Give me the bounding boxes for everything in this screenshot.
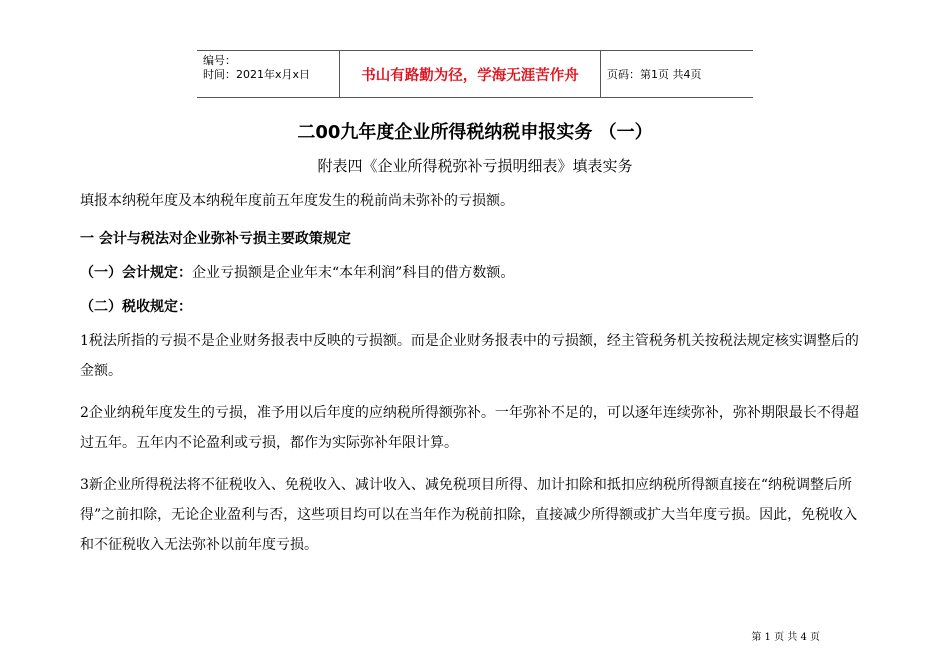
- header-page-code: 页码：第1页 共4页: [607, 68, 702, 81]
- accounting-label: （一）会计规定：: [80, 265, 192, 281]
- page-footer: 第 1 页 共 4 页: [751, 632, 820, 643]
- accounting-rule: [80, 258, 870, 288]
- accounting-text: 企业亏损额是企业年末“本年利润”科目的借方数额。: [192, 265, 515, 281]
- document-subtitle: 附表四《企业所得税弥补亏损明细表》填表实务: [317, 157, 633, 175]
- header-meta: [197, 51, 339, 97]
- time-label: 时间：2021年x月x日: [203, 68, 311, 81]
- tax-heading: （二）税收规定：: [80, 299, 192, 315]
- intro-paragraph: 填报本纳税年度及本纳税年度前五年度发生的税前尚未弥补的亏损额。: [80, 193, 514, 209]
- tax-item-3: 3新企业所得税法将不征税收入、免税收入、减计收入、减免税项目所得、加计扣除和抵扣应纳税所得额直接在“纳税调整后所得”之前扣除，无论企业盈利与否，这些项目均可以在当年作为税前扣除，直接减少所得额或扩大当年度亏损。因此，免税收入和不征税收入无法弥补以前年度亏损。: [80, 477, 858, 553]
- document-header: [197, 50, 753, 98]
- number-label: 编号：: [203, 54, 236, 67]
- document-title: 二00九年度企业所得税纳税申报实务 （一）: [297, 122, 653, 143]
- tax-item-2: 2企业纳税年度发生的亏损，准予用以后年度的应纳税所得额弥补。一年弥补不足的，可以逐年连续弥补，弥补期限最长不得超过五年。五年内不论盈利或亏损，都作为实际弥补年限计算。: [80, 405, 859, 451]
- tax-item-1: 1税法所指的亏损不是企业财务报表中反映的亏损额。而是企业财务报表中的亏损额，经主管税务机关按税法规定核实调整后的金额。: [80, 333, 859, 379]
- header-motto: 书山有路勤为径，学海无涯苦作舟: [339, 51, 601, 97]
- section1-heading: 一 会计与税法对企业弥补亏损主要政策规定: [80, 231, 351, 247]
